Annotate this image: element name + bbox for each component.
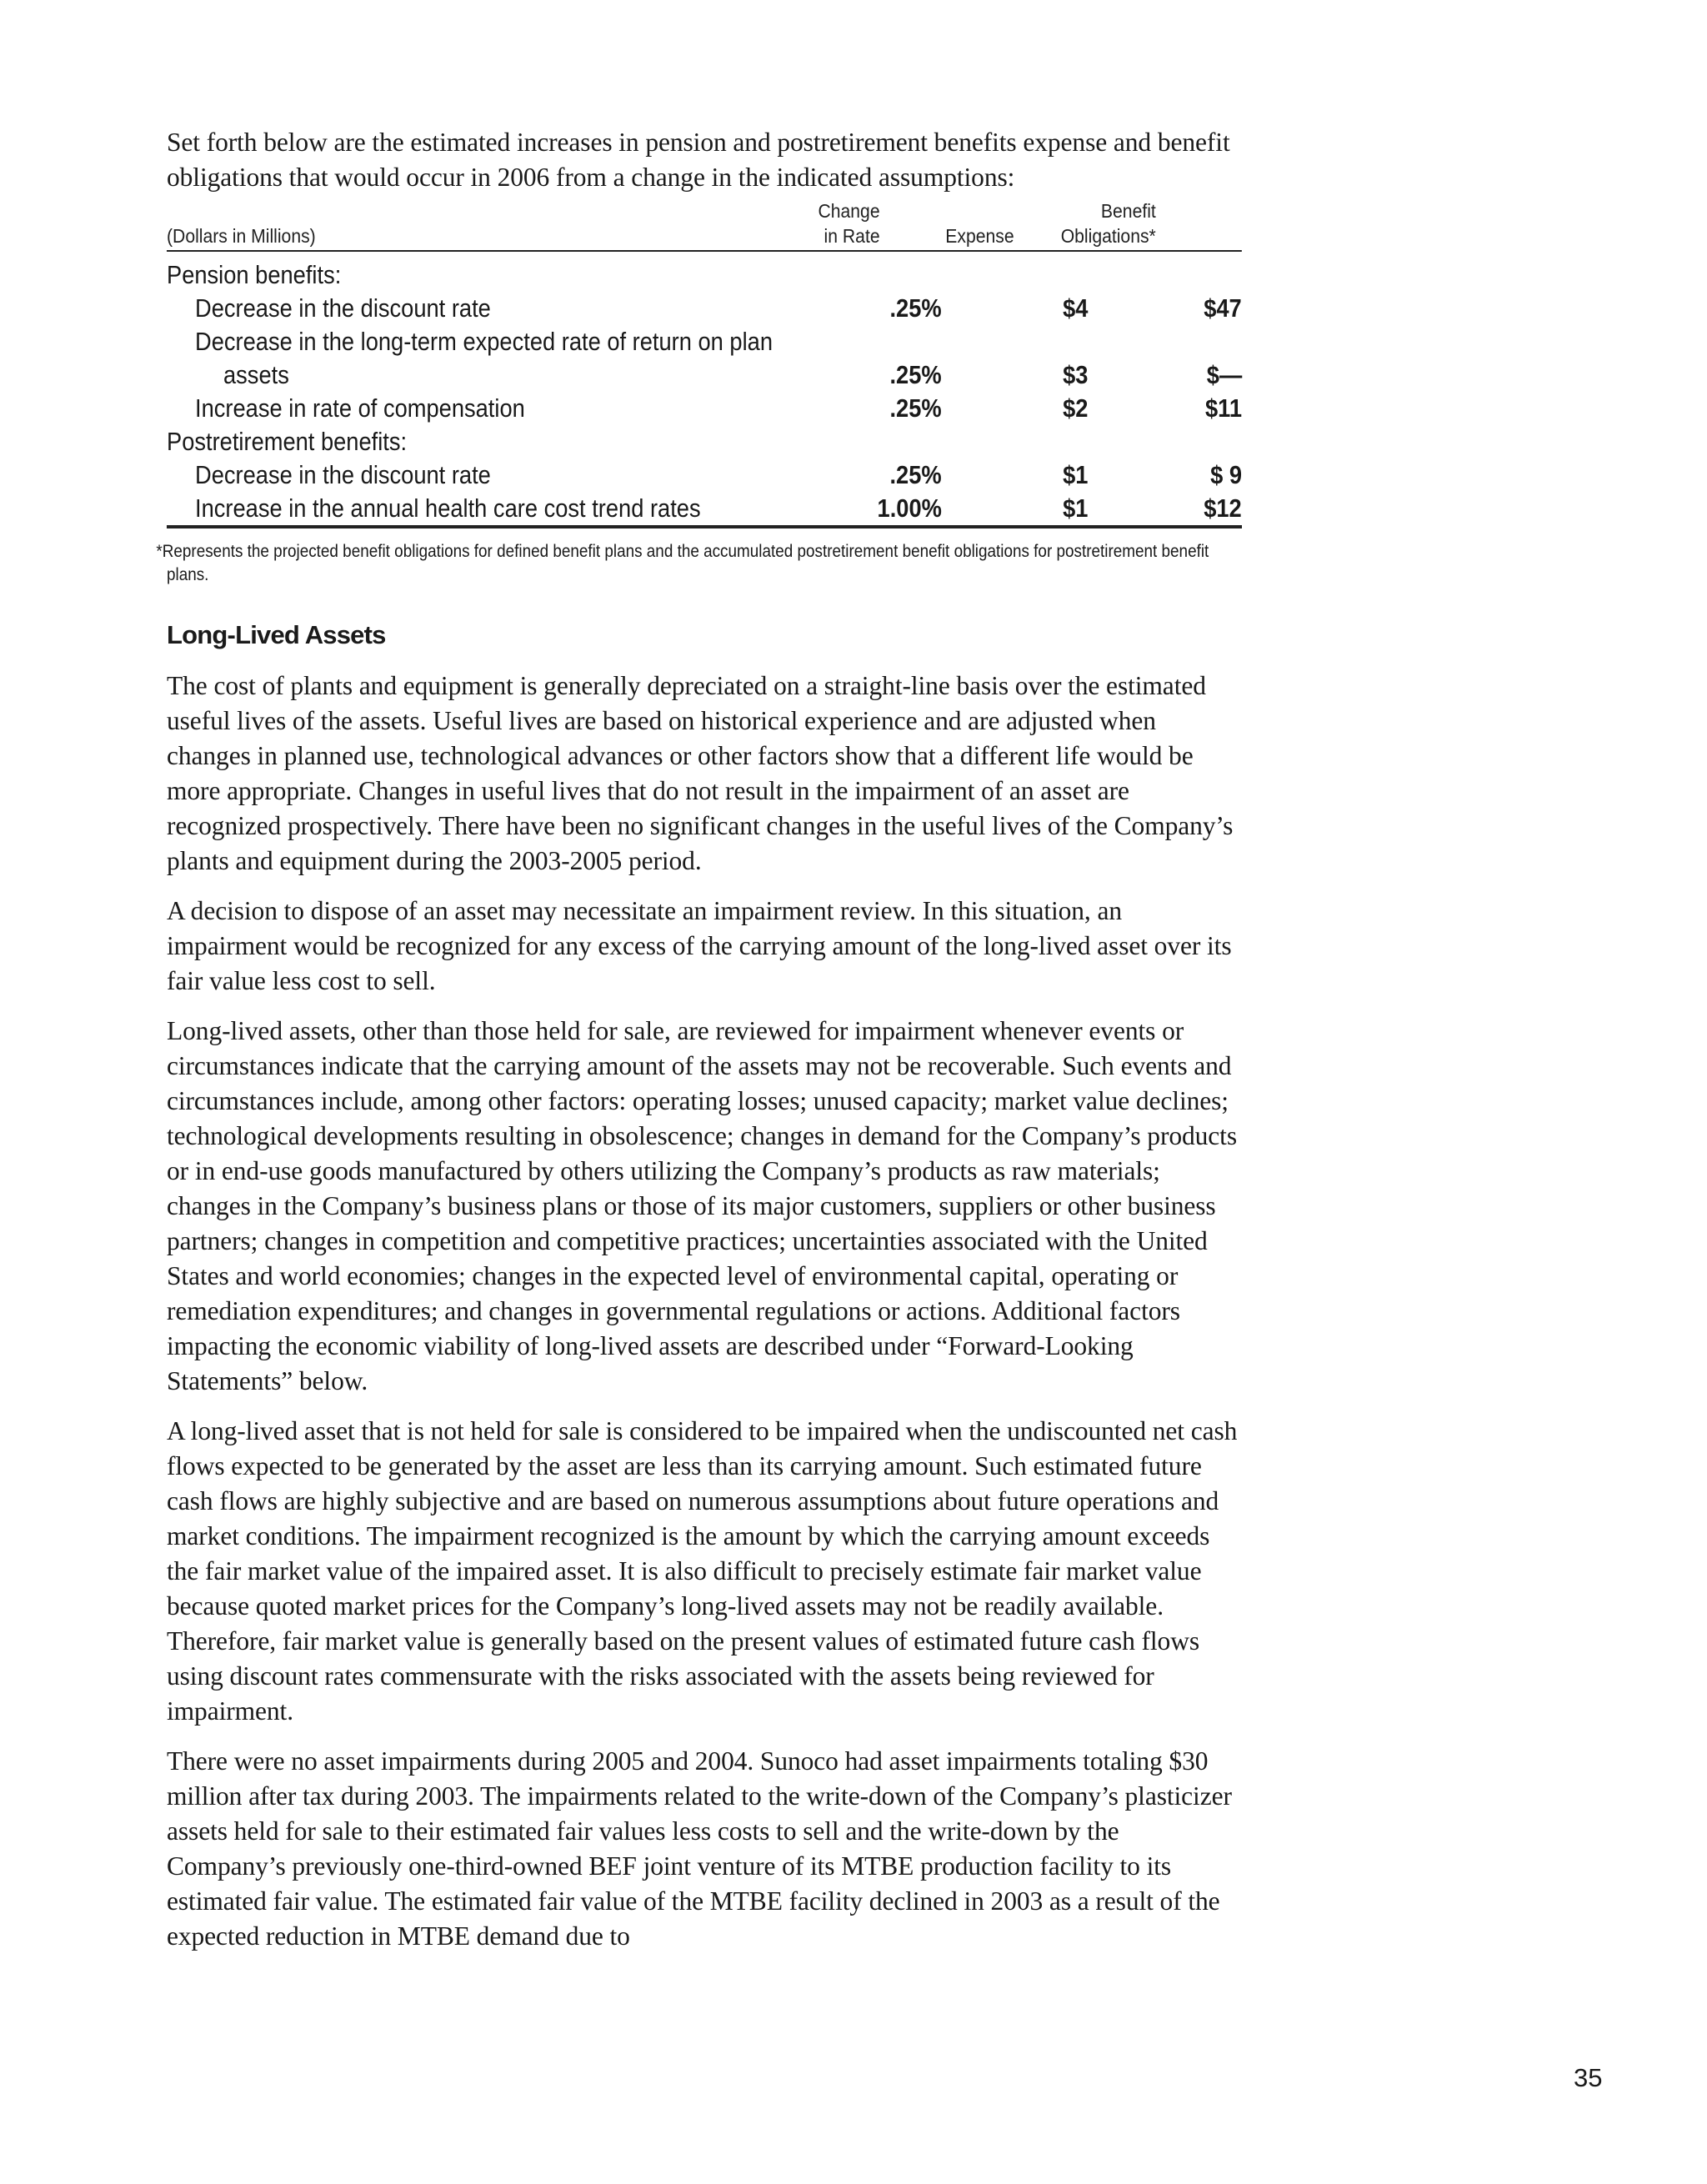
section-heading: Long-Lived Assets	[167, 620, 386, 649]
table-header	[167, 198, 1242, 252]
table-footnote: *Represents the projected benefit obligations for defined benefit plans and the accumulated postretirement benefit obligations for postretirement benefit plans.	[156, 542, 1209, 584]
table-row: Increase in the annual health care cost trend rates 1.00% $1 $12	[195, 493, 1242, 523]
col-change-header: Change in Rate	[818, 200, 880, 247]
sensitivity-table	[156, 198, 1242, 587]
page-number: 35	[1574, 2063, 1603, 2092]
col-expense-header: Expense	[945, 225, 1014, 247]
col-benefit-header: Benefit Obligations*	[1060, 200, 1156, 247]
table-bottom-rule	[167, 525, 1242, 528]
table-row: Increase in rate of compensation .25% $2 $11	[195, 393, 1242, 423]
section-postretirement: Postretirement benefits:	[167, 427, 408, 456]
table-row-continued: assets .25% $3 $—	[223, 360, 1242, 389]
paragraph: Long-lived assets, other than those held for sale, are reviewed for impairment whenever events or circumstances indicate that the carrying amount of the assets may not be recoverable. Such events and circumstances include, among other factors: operating losses; unused capacity; market value declines; technological developments resulting in obsolescence; changes in demand for the Company’s products or in end-use goods manufactured by others utilizing the Company’s products as raw materials; changes in the Company’s business plans or those of its major customers, suppliers or other business partners; changes in competition and competitive practices; uncertainties associated with the United States and world economies; changes in the expected level of environmental capital, operating or remediation expenditures; and changes in governmental regulations or actions. Additional factors impacting the economic viability of long-lived assets are described under “Forward-Looking Statements” below.	[167, 1016, 1237, 1395]
table-row: Decrease in the discount rate .25% $4 $47	[195, 293, 1242, 323]
section-pension: Pension benefits:	[167, 260, 342, 289]
page-content	[156, 125, 1242, 1969]
paragraph: There were no asset impairments during 2005 and 2004. Sunoco had asset impairments totaling $30 million after tax during 2003. The impairments related to the write-down of the Company’s plasticizer assets held for sale to their estimated fair values less costs to sell and the write-down by the Company’s previously one-third-owned BEF joint venture of its MTBE production facility to its estimated fair value. The estimated fair value of the MTBE facility declined in 2003 as a result of the expected reduction in MTBE demand due to	[167, 1746, 1232, 1951]
table-row: Decrease in the long-term expected rate of return on plan	[195, 327, 773, 356]
table-row: Decrease in the discount rate .25% $1 $ 9	[195, 460, 1242, 489]
unit-label: (Dollars in Millions)	[167, 225, 316, 247]
paragraph: A decision to dispose of an asset may necessitate an impairment review. In this situation, an impairment would be recognized for any excess of the carrying amount of the long-lived asset over its fair value less cost to sell.	[167, 896, 1232, 995]
paragraph: The cost of plants and equipment is generally depreciated on a straight-line basis over the estimated useful lives of the assets. Useful lives are based on historical experience and are adjusted when changes in planned use, technological advances or other factors show that a different life would be more appropriate. Changes in useful lives that do not result in the impairment of an asset are recognized prospectively. There have been no significant changes in the useful lives of the Company’s plants and equipment during the 2003-2005 period.	[167, 671, 1234, 875]
intro-paragraph: Set forth below are the estimated increases in pension and postretirement benefits expense and benefit obligations that would occur in 2006 from a change in the indicated assumptions:	[167, 128, 1230, 192]
paragraph: A long-lived asset that is not held for sale is considered to be impaired when the undiscounted net cash flows expected to be generated by the asset are less than its carrying amount. Such estimated future cash flows are highly subjective and are based on numerous assumptions about future operations and market conditions. The impairment recognized is the amount by which the carrying amount exceeds the fair market value of the impaired asset. It is also difficult to precisely estimate fair market value because quoted market prices for the Company’s long-lived assets may not be readily available. Therefore, fair market value is generally based on the present values of estimated future cash flows using discount rates commensurate with the risks associated with the assets being reviewed for impairment.	[167, 1416, 1238, 1726]
